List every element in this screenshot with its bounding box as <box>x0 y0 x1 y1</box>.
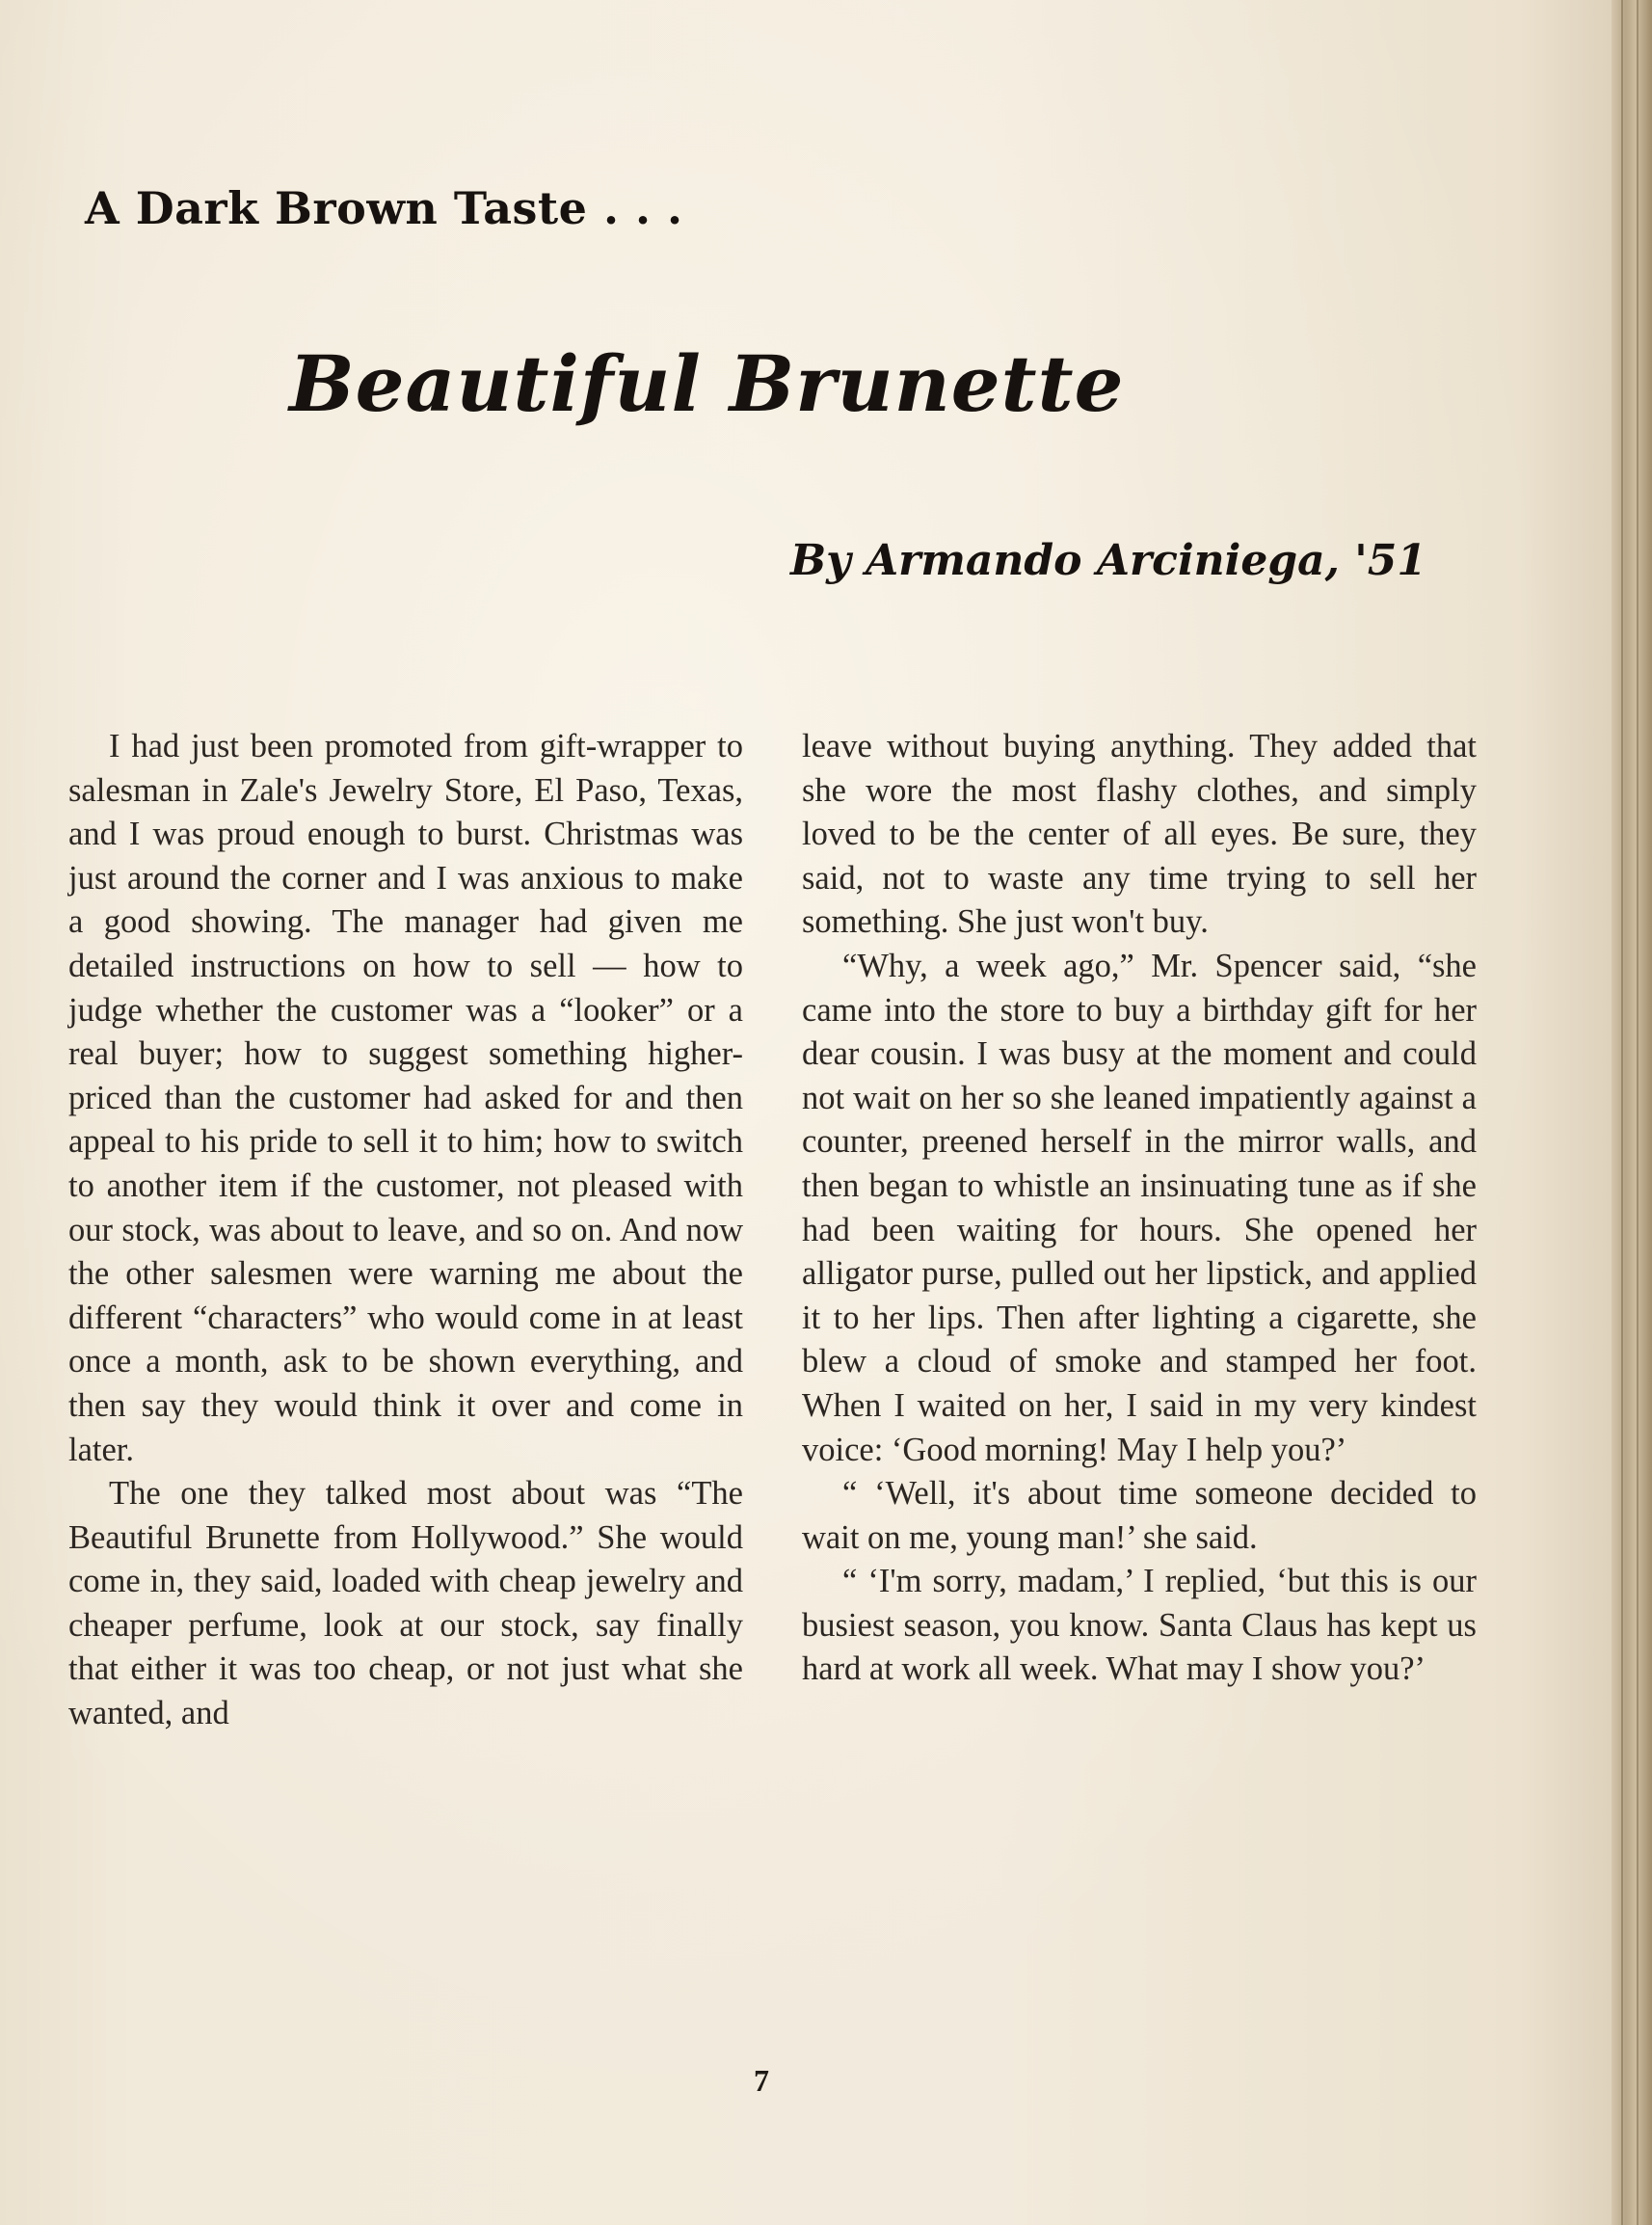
article-byline: By Armando Arciniega, '51 <box>789 536 1426 585</box>
text-column-right <box>802 725 1477 1692</box>
spine-crease-line <box>1637 0 1639 2225</box>
article-kicker: A Dark Brown Taste . . . <box>85 182 683 234</box>
paragraph: “Why, a week ago,” Mr. Spencer said, “she came into the store to buy a birthday gift for her dear cousin. I was busy at the moment and could not wait on her so she leaned impatiently against a counter, preened herself in the mirror walls, and then began to whistle an insinuating tune as if she had been waiting for hours. She opened her alligator purse, pulled out her lipstick, and applied it to her lips. Then after lighting a cigarette, she blew a cloud of smoke and stamped her foot. When I waited on her, I said in my very kindest voice: ‘Good morning! May I help you?’ <box>802 947 1477 1468</box>
article-title: Beautiful Brunette <box>289 338 1125 429</box>
paragraph: I had just been promoted from gift-wrapper to salesman in Zale's Jewelry Store, El Paso, Texas, and I was proud enough to burst. Christmas was just around the corner and I was anxious to make a good showing. The manager had given me detailed instructions on how to sell — how to judge whether the customer was a “looker” or a real buyer; how to suggest something higher-priced than the customer had asked for and then appeal to his pride to sell it to him; how to switch to another item if the customer, not pleased with our stock, was about to leave, and so on. And now the other salesmen were warning me about the different “characters” who would come in at least once a month, ask to be shown everything, and then say they would think it over and come in later. <box>68 728 743 1468</box>
paragraph: “ ‘I'm sorry, madam,’ I replied, ‘but this is our busiest season, you know. Santa Claus has kept us hard at work all week. What may I show you?’ <box>802 1563 1477 1688</box>
paragraph: The one they talked most about was “The Beautiful Brunette from Hollywood.” She would come in, they said, loaded with cheap jewelry and cheaper perfume, look at our stock, say finally that either it was too cheap, or not just what she wanted, and <box>68 1475 743 1732</box>
paragraph: “ ‘Well, it's about time someone decided to wait on me, young man!’ she said. <box>802 1475 1477 1556</box>
spine-crease-line <box>1621 0 1623 2225</box>
page-spine-edge <box>1612 0 1652 2225</box>
page-number: 7 <box>754 2063 769 2098</box>
paragraph: leave without buying anything. They added that she wore the most flashy clothes, and simply loved to be the center of all eyes. Be sure, they said, not to waste any time trying to sell her something. She just won't buy. <box>802 728 1477 941</box>
text-column-left <box>68 725 743 1736</box>
